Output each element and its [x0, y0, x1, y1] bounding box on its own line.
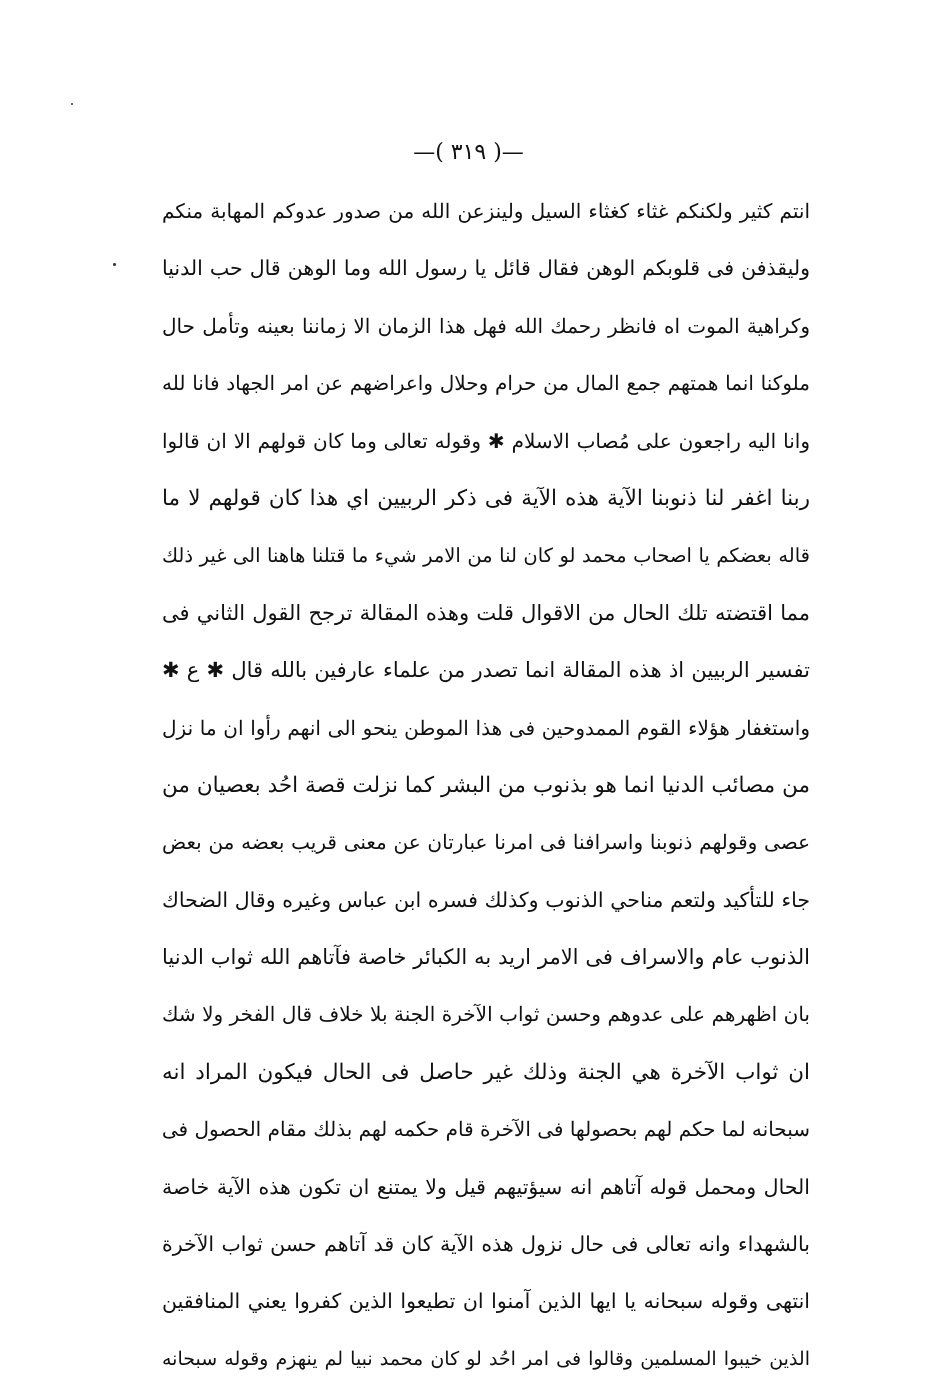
text-line: ان ثواب الآخرة هي الجنة وذلك غير حاصل فى الحال فيكون المراد انه [162, 1059, 810, 1085]
text-line: مما اقتضته تلك الحال من الاقوال قلت وهذه المقالة ترجح القول الثاني فى [162, 600, 810, 625]
scan-speck [71, 103, 73, 105]
body-text [162, 183, 810, 1388]
scan-speck [113, 263, 116, 266]
text-line: الذنوب عام والاسراف فى الامر اريد به الكبائر خاصة فآتاهم الله ثواب الدنيا [162, 945, 810, 970]
text-line: وكراهية الموت اه فانظر رحمك الله فهل هذا الزمان الا زماننا بعينه وتأمل حال [162, 313, 810, 338]
text-line: عصى وقولهم ذنوبنا واسرافنا فى امرنا عبارتان عن معنى قريب بعضه من بعض [162, 830, 810, 855]
text-line: ملوكنا انما همتهم جمع المال من حرام وحلال واعراضهم عن امر الجهاد فانا لله [162, 371, 810, 396]
text-line: قاله بعضكم يا اصحاب محمد لو كان لنا من الامر شيء ما قتلنا هاهنا الى غير ذلك [162, 544, 810, 568]
text-line: انتهى وقوله سبحانه يا ايها الذين آمنوا ان تطيعوا الذين كفروا يعني المنافقين [162, 1289, 810, 1314]
text-line: انتم كثير ولكنكم غثاء كغثاء السيل ولينزعن الله من صدور عدوكم المهابة منكم [162, 199, 810, 223]
text-line: الحال ومحمل قوله آتاهم انه سيؤتيهم قيل ولا يمتنع ان تكون هذه الآية خاصة [162, 1174, 810, 1199]
text-line: وليقذفن فى قلوبكم الوهن فقال قائل يا رسول الله وما الوهن قال حب الدنيا [162, 256, 810, 281]
text-line: سبحانه لما حكم لهم بحصولها فى الآخرة قام حكمه لهم بذلك مقام الحصول فى [162, 1117, 810, 1142]
text-line: من مصائب الدنيا انما هو بذنوب من البشر كما نزلت قصة احُد بعصيان من [162, 772, 810, 798]
text-line: وانا اليه راجعون على مُصاب الاسلام ✱ وقوله تعالى وما كان قولهم الا ان قالوا [162, 428, 810, 453]
text-line: ربنا اغفر لنا ذنوبنا الآية هذه الآية فى ذكر الربيين اي هذا كان قولهم لا ما [162, 485, 810, 511]
text-line: واستغفار هؤلاء القوم الممدوحين فى هذا الموطن ينحو الى انهم رأوا ان ما نزل [162, 715, 810, 740]
text-line: الذين خيبوا المسلمين وقالوا فى امر احُد لو كان محمد نبيا لم ينهزم وقوله سبحانه [162, 1347, 810, 1370]
text-line: بان اظهرهم على عدوهم وحسن ثواب الآخرة الجنة بلا خلاف قال الفخر ولا شك [162, 1002, 810, 1027]
text-line: جاء للتأكيد ولتعم مناحي الذنوب وكذلك فسره ابن عباس وغيره وقال الضحاك [162, 887, 810, 912]
text-line: تفسير الربيين اذ هذه المقالة انما تصدر من علماء عارفين بالله قال ✱ ع ✱ [162, 658, 810, 683]
text-line: بالشهداء وانه تعالى فى حال نزول هذه الآية كان قد آتاهم حسن ثواب الآخرة [162, 1232, 810, 1257]
page-number: —( ٣١٩ )— [413, 140, 524, 165]
